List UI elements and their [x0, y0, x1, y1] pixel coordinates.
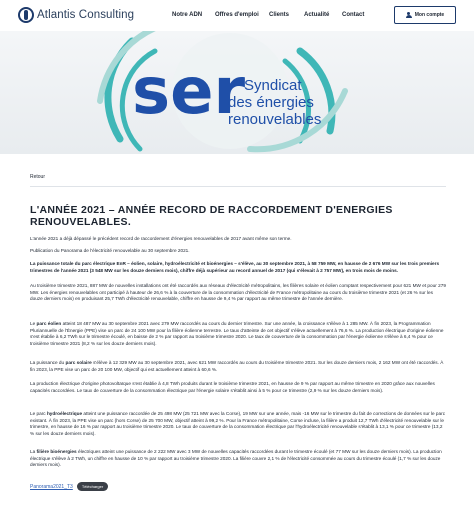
bioenergy-paragraph: La filière bioénergies électriques atteint une puissance de 2 222 MW avec 3 MW de nouvelles capacités raccordées durant le trimestre écoulé (et 77 MW sur les douze derniers mois). La production électrique s'élève à 2 TWh, un chiffre en hausse de 10 % par rapport au troisième trimestre 2020. La filière couvre 2,1 % de l'électricité consommée au cours du trimestre écoulé (1,7 % sur les douze derniers mois). [30, 449, 442, 468]
account-button[interactable] [394, 6, 456, 24]
hero-image [0, 31, 474, 154]
summary-paragraph: La puissance totale du parc électrique EnR – éolien, solaire, hydroélectricité et bioénergies – s'élève, au 30 septembre 2021, à 58 759 MW, en hausse de 2 676 MW sur les trois premiers trimestres de l'année 2021 (3 548 MW sur les douze derniers mois), chiffre déjà supérieur au record annuel de 2017 (qui s'élevait à 2 757 MW), en trois mois de moins. [30, 261, 440, 273]
brand-name: Atlantis Consulting [37, 9, 135, 21]
q3-paragraph: Au troisième trimestre 2021, 887 MW de nouvelles installations ont été raccordés aux réseaux d'électricité métropolitains, les filières solaire et éolien comptant respectivement pour 621 MW et pour 279 MW. Les énergies renouvelables ont participé à hauteur de 26,6 % à la couverture de la consommation d'électricité de France métropolitaine au cours du troisième trimestre 2021 (et 26 % sur les douze derniers mois) en produisant 25,7 TWh d'électricité renouvelable, chiffre en hausse de 9,4 % par rapport au même trimestre de l'année dernière. [30, 283, 446, 302]
nav-item-notre-adn[interactable]: Notre ADN [172, 12, 203, 18]
atlantis-logo-icon [18, 7, 34, 23]
intro-paragraph: L'année 2021 a déjà dépassé le précédent record de raccordement d'énergies renouvelables de 2017 avant même son terme. [30, 236, 292, 241]
nav-item-clients[interactable]: Clients [269, 12, 290, 18]
divider [30, 186, 446, 187]
hydro-paragraph: Le parc hydroélectrique atteint une puissance raccordée de 25 498 MW (25 721 MW avec la Corse), 19 MW sur une année, mais -16 MW sur le trimestre du fait de corrections de données sur le parc existant. À fin 2023, la PPE vise un parc (hors Corse) de 25 700 MW, objectif atteint à 99,2 %. Pour la France métropolitaine, Corse incluse, la filière a produit 12,7 TWh d'électricité renouvelable sur le trimestre, en hausse de 16 % par rapport au troisième trimestre 2020. Le taux de couverture de la consommation électrique par l'hydroélectricité renouvelable s'établit à 13,1 % pour ce trimestre (13,2 % sur les douze derniers mois). [30, 411, 446, 436]
svg-text:renouvelables: renouvelables [228, 111, 322, 128]
nav-item-actualite[interactable]: Actualité [304, 12, 330, 18]
account-button-label: Mon compte [414, 12, 445, 18]
article-title: L'ANNÉE 2021 – ANNÉE RECORD DE RACCORDEMENT D'ENERGIES RENOUVELABLES. [30, 204, 393, 228]
site-header [0, 0, 474, 31]
svg-text:des énergies: des énergies [228, 94, 314, 111]
ser-logo-illustration [0, 31, 474, 154]
brand-logo[interactable] [18, 6, 134, 24]
nav-item-contact[interactable]: Contact [342, 12, 365, 18]
solar-paragraph: La puissance du parc solaire s'élève à 12 329 MW au 30 septembre 2021, avec 621 MW raccordés au cours du troisième trimestre 2021. Sur les douze derniers mois, 2 162 MW ont été raccordés. À fin 2023, la PPE vise un parc de 20 100 MW, objectif qui est actuellement atteint à 60,6 %. [30, 360, 444, 372]
download-row [30, 482, 108, 491]
back-link[interactable]: Retour [30, 174, 46, 180]
photovoltaic-paragraph: La production électrique d'origine photovoltaïque s'est établie à 4,8 TWh produits durant le troisième trimestre 2021, en hausse de 9 % par rapport au même trimestre en 2020 grâce aux nouvelles capacités raccordées. Le taux de couverture de la consommation électrique par l'énergie solaire s'établit ainsi à 5 % pour ce trimestre (2,9 % sur les douze derniers mois). [30, 381, 435, 393]
svg-text:Syndicat: Syndicat [244, 77, 302, 94]
user-icon [406, 12, 412, 19]
file-link[interactable]: Panorama2021_T3 [30, 483, 73, 490]
wind-paragraph: Le parc éolien atteint 18 487 MW au 30 septembre 2021 avec 279 MW raccordés au cours du dernier trimestre. Sur une année, la croissance s'élève à 1 285 MW. À fin 2023, la Programmation Pluriannuelle de l'Énergie (PPE) vise un parc de 24 100 MW pour la filière éolienne terrestre. Le taux d'atteinte de cet objectif s'élève actuellement à 76,6 %. La production électrique d'origine éolienne s'est établie à 6,2 TWh sur le trimestre écoulé, en baisse de 2 % par rapport au troisième trimestre 2020. Le taux de couverture de la consommation par l'énergie éolienne s'élève à 6,4 % pour ce troisième trimestre 2021 (8,2 % sur les douze derniers mois). [30, 321, 444, 346]
nav-item-offres-emploi[interactable]: Offres d'emploi [215, 12, 259, 18]
ser-text: ser [132, 55, 246, 129]
publication-paragraph: Publication du Panorama de l'électricité renouvelable au 30 septembre 2021. [30, 248, 190, 253]
download-button[interactable]: Télécharger [77, 482, 108, 491]
